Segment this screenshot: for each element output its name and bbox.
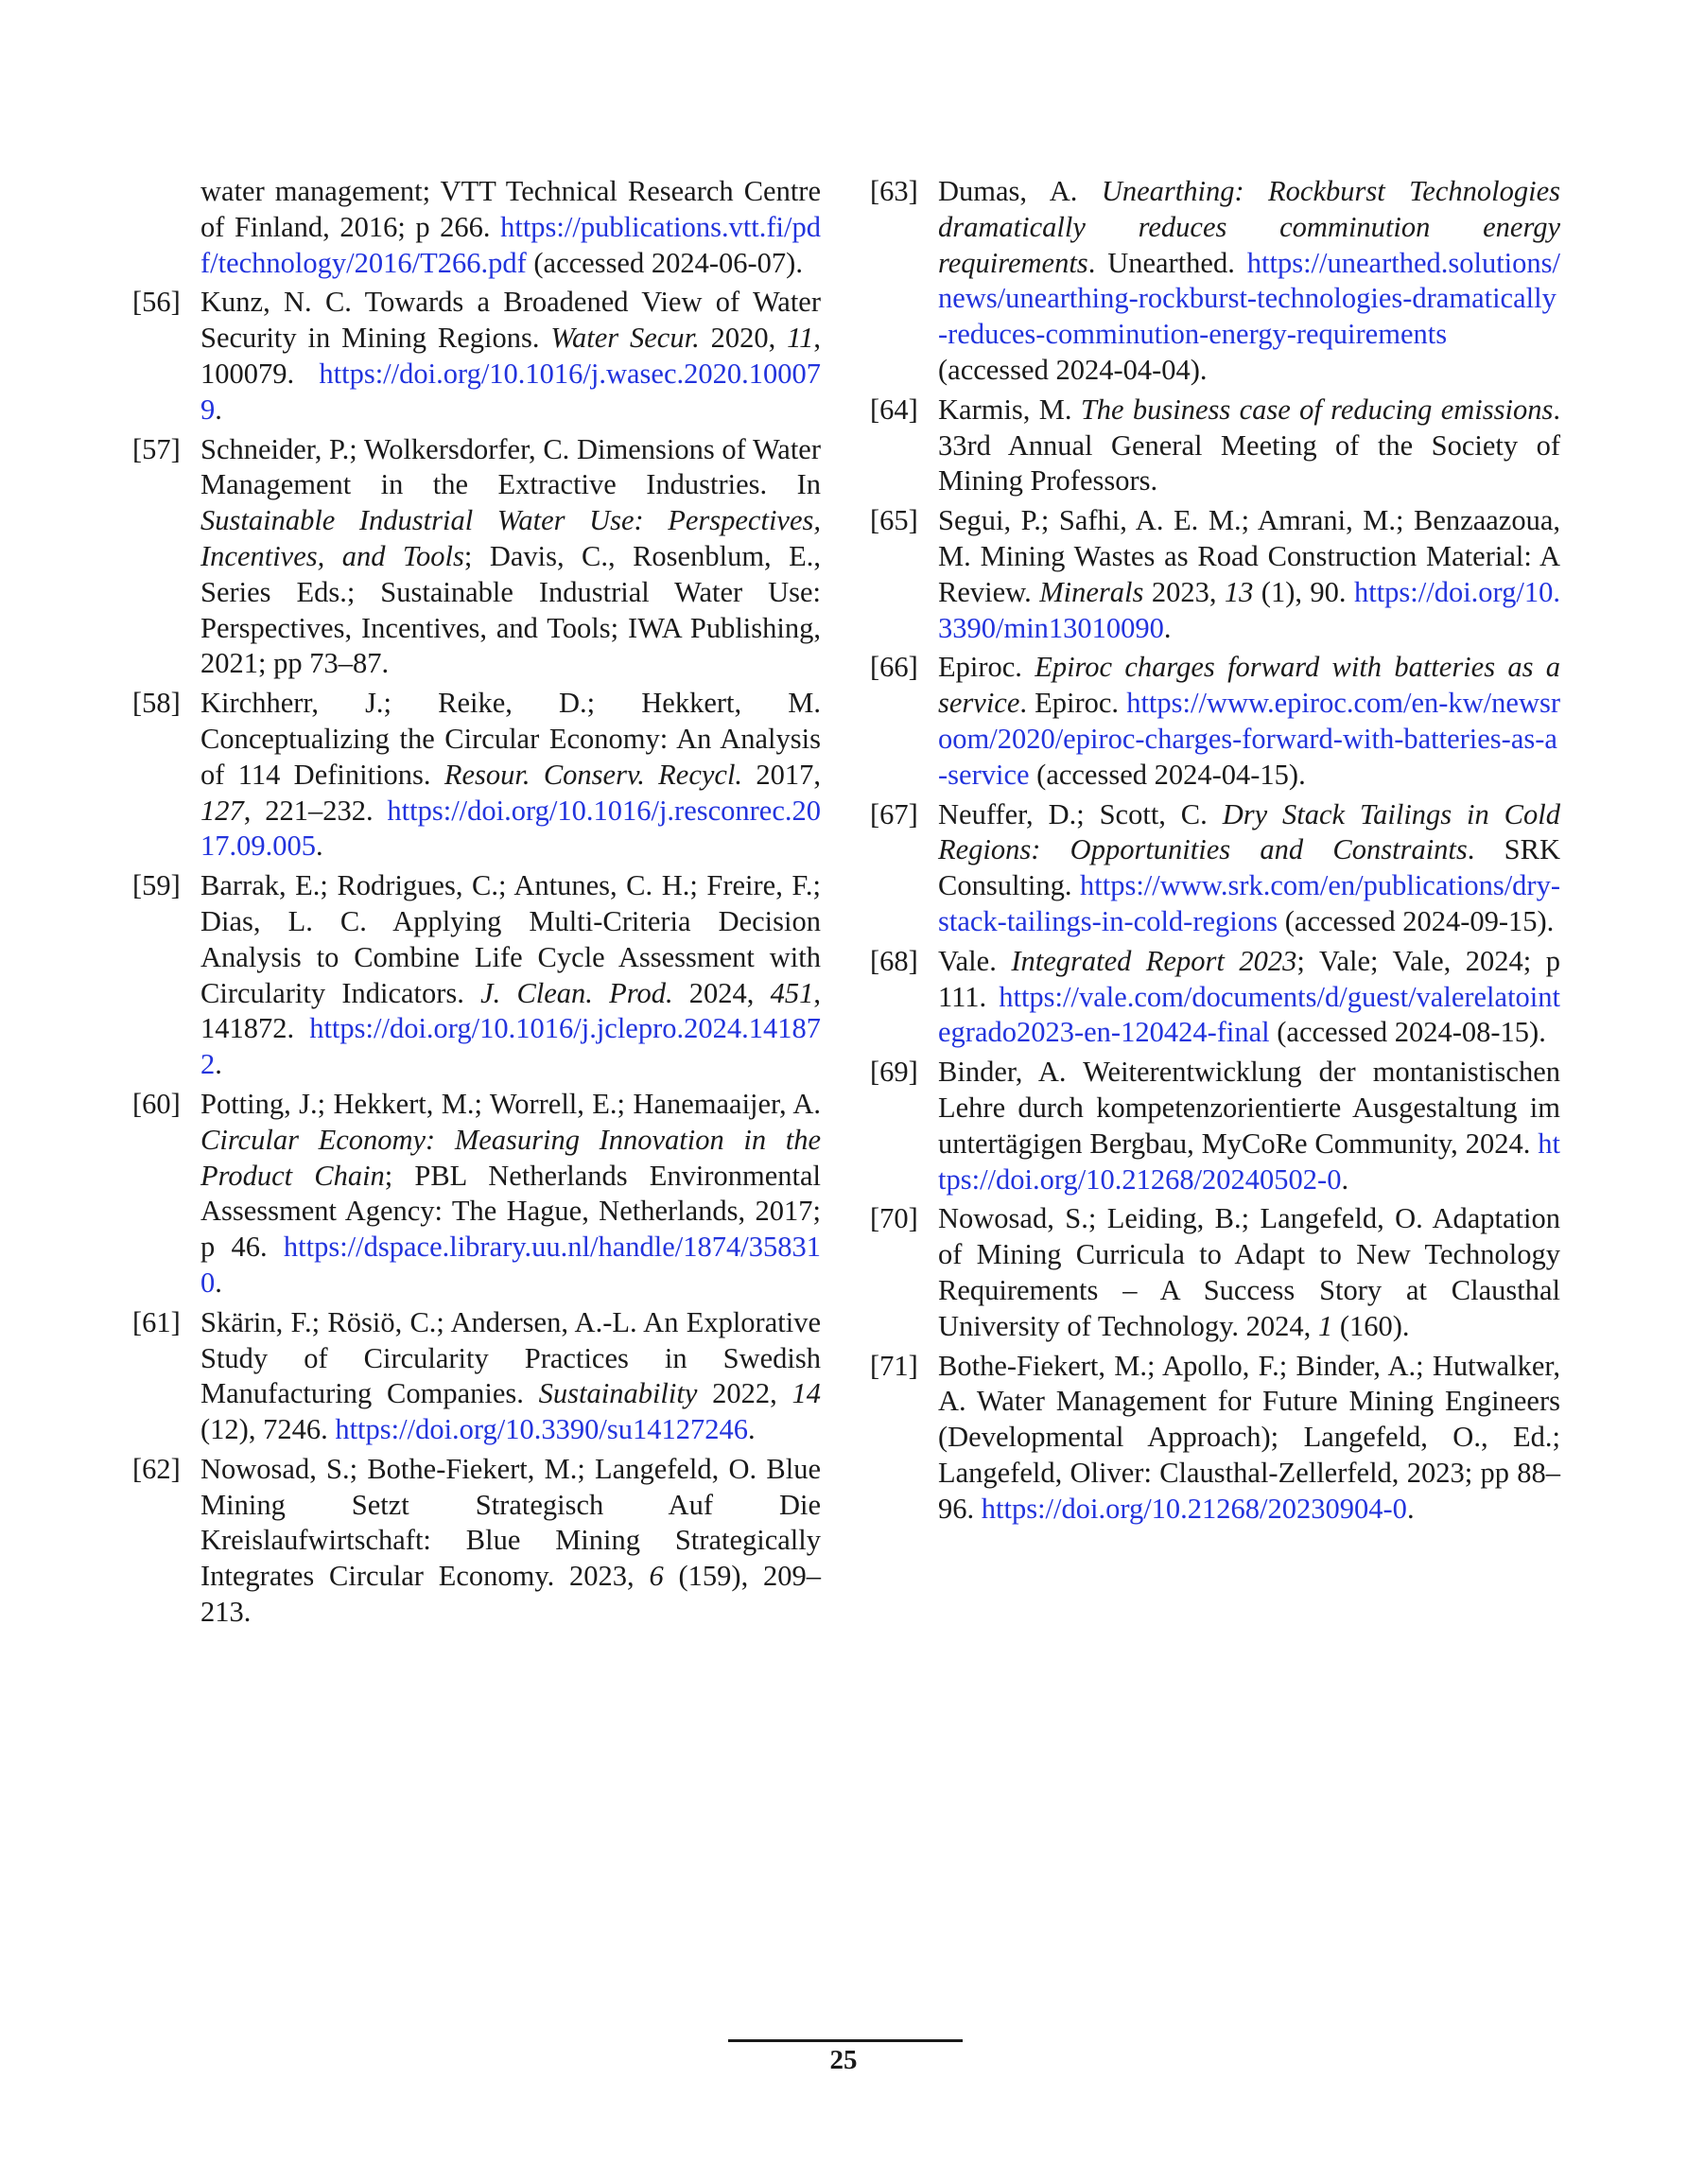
- reference-text: (accessed 2024-04-04).: [938, 353, 1208, 386]
- reference-italic-text: Minerals: [1039, 575, 1144, 608]
- reference-text: .: [215, 1048, 222, 1081]
- reference-text: ; Vale; Vale, 2024; p 111.: [938, 944, 1560, 1013]
- reference-text: . 33rd Annual General Meeting of the Society of Mining Professors.: [938, 393, 1560, 498]
- reference-text: , 100079.: [200, 322, 821, 390]
- reference-text: .: [316, 830, 323, 863]
- reference-italic-text: 1: [1317, 1309, 1333, 1342]
- reference-italic-text: J. Clean. Prod.: [480, 976, 673, 1009]
- reference-entry: [132, 432, 821, 683]
- reference-text: .: [215, 393, 222, 426]
- reference-link[interactable]: https://publications.vtt.fi/pdf/technology/2016/T266.pdf: [200, 210, 821, 279]
- reference-link[interactable]: https://www.srk.com/en/publications/dry-stack-tailings-in-cold-regions: [938, 869, 1560, 937]
- reference-number: [69]: [870, 1056, 918, 1089]
- reference-text: , 141872.: [200, 976, 821, 1045]
- reference-number: [62]: [132, 1452, 181, 1485]
- reference-link[interactable]: https://doi.org/10.1016/j.wasec.2020.100079: [200, 357, 821, 426]
- reference-number: [67]: [870, 797, 918, 830]
- reference-text: Binder, A. Weiterentwicklung der montanistischen Lehre durch kompetenzorientierte Ausgestaltung im untertägigen Bergbau, MyCoRe Community, 2024.: [938, 1056, 1560, 1160]
- reference-number: [60]: [132, 1087, 181, 1120]
- reference-text: .: [1163, 611, 1172, 644]
- footer-rule: [728, 2039, 963, 2042]
- reference-italic-text: 11: [787, 322, 814, 355]
- reference-text: (159), 209–213.: [200, 1560, 821, 1629]
- page-number: 25: [829, 2045, 858, 2075]
- reference-number: [70]: [870, 1202, 918, 1235]
- reference-number: [65]: [870, 504, 918, 537]
- reference-link[interactable]: https://doi.org/10.21268/20240502-0: [938, 1127, 1560, 1196]
- reference-text: 2017,: [742, 758, 822, 791]
- reference-number: [56]: [132, 286, 181, 319]
- reference-link[interactable]: https://doi.org/10.1016/j.jclepro.2024.141872: [200, 1012, 821, 1081]
- reference-text: (accessed 2024-09-15).: [1278, 904, 1555, 937]
- reference-text: Epiroc.: [938, 651, 1035, 684]
- reference-entry: [132, 285, 821, 428]
- reference-text: 2022,: [697, 1377, 792, 1410]
- reference-italic-text: 6: [649, 1560, 664, 1593]
- reference-number: [63]: [870, 175, 918, 207]
- reference-text: .: [1341, 1162, 1349, 1196]
- reference-text: 2020,: [699, 322, 788, 355]
- reference-number: [64]: [870, 393, 918, 426]
- reference-entry: [870, 1349, 1560, 1528]
- reference-text: Vale.: [938, 944, 1012, 977]
- reference-number: [68]: [870, 944, 918, 977]
- reference-entry: [870, 503, 1560, 646]
- reference-entry: [870, 944, 1560, 1051]
- reference-italic-text: Water Secur.: [550, 322, 700, 355]
- reference-italic-text: Sustainable Industrial Water Use: Perspectives, Incentives, and Tools: [200, 504, 821, 572]
- reference-text: water management; VTT Technical Research Centre of Finland, 2016; p 266.: [200, 175, 821, 243]
- reference-column-right: [870, 174, 1560, 1530]
- reference-italic-text: Circular Economy: Measuring Innovation in the Product Chain: [200, 1123, 821, 1192]
- reference-entry: [870, 1055, 1560, 1197]
- reference-text: (1), 90.: [1253, 575, 1354, 608]
- reference-text: Schneider, P.; Wolkersdorfer, C. Dimensions of Water Management in the Extractive Industries. In: [200, 432, 821, 501]
- reference-italic-text: Sustainability: [538, 1377, 698, 1410]
- reference-entry: [132, 868, 821, 1083]
- reference-italic-text: 13: [1224, 575, 1254, 608]
- reference-number: [58]: [132, 687, 181, 720]
- reference-italic-text: 14: [791, 1377, 822, 1410]
- reference-italic-text: Epiroc charges forward with batteries as a service: [938, 651, 1560, 720]
- reference-entry: [870, 1201, 1560, 1344]
- reference-entry: [132, 1087, 821, 1302]
- reference-text: 2024,: [672, 976, 771, 1009]
- reference-italic-text: Integrated Report 2023: [1011, 944, 1297, 977]
- reference-text: Dumas, A.: [938, 175, 1102, 207]
- reference-number: [71]: [870, 1349, 918, 1382]
- reference-text: .: [1406, 1492, 1415, 1525]
- reference-italic-text: Dry Stack Tailings in Cold Regions: Opportunities and Constraints: [938, 797, 1560, 866]
- reference-text: Nowosad, S.; Bothe-Fiekert, M.; Langefeld, O. Blue Mining Setzt Strategisch Auf Die Kreislaufwirtschaft: Blue Mining Strategically Integrates Circular Economy. 2023,: [200, 1452, 821, 1593]
- reference-link[interactable]: https://doi.org/10.21268/20230904-0: [981, 1492, 1407, 1525]
- reference-text: Neuffer, D.; Scott, C.: [938, 797, 1223, 830]
- reference-text: Skärin, F.; Rösiö, C.; Andersen, A.-L. An Explorative Study of Circularity Practices in Swedish Manufacturing Companies.: [200, 1305, 821, 1410]
- reference-text: Kirchherr, J.; Reike, D.; Hekkert, M. Conceptualizing the Circular Economy: An Analysis of 114 Definitions.: [200, 687, 821, 791]
- reference-text: ; PBL Netherlands Environmental Assessment Agency: The Hague, Netherlands, 2017; p 46.: [200, 1159, 821, 1264]
- reference-number: [59]: [132, 869, 181, 902]
- reference-text: Karmis, M.: [938, 393, 1081, 426]
- reference-text: (accessed 2024-06-07).: [526, 246, 803, 279]
- reference-text: Nowosad, S.; Leiding, B.; Langefeld, O. Adaptation of Mining Curricula to Adapt to New Technology Requirements – A Success Story at Clausthal University of Technology. 2024,: [938, 1202, 1560, 1342]
- reference-italic-text: 127: [200, 794, 244, 827]
- reference-text: . SRK Consulting.: [938, 833, 1560, 902]
- reference-number: [66]: [870, 651, 918, 684]
- reference-link[interactable]: https://doi.org/10.3390/su14127246: [335, 1413, 748, 1446]
- reference-entry: [870, 797, 1560, 940]
- reference-text: Kunz, N. C. Towards a Broadened View of Water Security in Mining Regions.: [200, 286, 821, 355]
- reference-entry: [870, 393, 1560, 499]
- reference-link[interactable]: https://vale.com/documents/d/guest/valerelatointegrado2023-en-120424-final: [938, 980, 1560, 1049]
- reference-text: ; Davis, C., Rosenblum, E., Series Eds.; Sustainable Industrial Water Use: Perspectives, Incentives, and Tools; IWA Publishing, 2021; pp 73–87.: [200, 539, 821, 680]
- reference-link[interactable]: https://doi.org/10.1016/j.resconrec.2017.09.005: [200, 794, 821, 863]
- reference-entry: [132, 174, 821, 281]
- reference-text: (12), 7246.: [200, 1413, 336, 1446]
- reference-italic-text: The business case of reducing emissions: [1080, 393, 1554, 426]
- reference-italic-text: Unearthing: Rockburst Technologies dramatically reduces comminution energy requirements: [938, 175, 1560, 279]
- reference-text: (accessed 2024-04-15).: [1029, 758, 1306, 791]
- reference-text: , 221–232.: [243, 794, 388, 827]
- reference-text: Barrak, E.; Rodrigues, C.; Antunes, C. H.; Freire, F.; Dias, L. C. Applying Multi-Criteria Decision Analysis to Combine Life Cycle Assessment with Circularity Indicators.: [200, 869, 821, 1009]
- reference-text: (160).: [1332, 1309, 1410, 1342]
- reference-italic-text: Resour. Conserv. Recycl.: [443, 758, 743, 791]
- reference-number: [61]: [132, 1305, 181, 1338]
- reference-text: . Unearthed.: [1087, 246, 1247, 279]
- reference-entry: [132, 686, 821, 865]
- reference-link[interactable]: https://doi.org/10.3390/min13010090: [938, 575, 1561, 644]
- reference-entry: [132, 1452, 821, 1631]
- reference-text: .: [215, 1266, 222, 1299]
- reference-text: Potting, J.; Hekkert, M.; Worrell, E.; Hanemaaijer, A.: [200, 1087, 821, 1120]
- reference-entry: [132, 1305, 821, 1448]
- reference-text: .: [747, 1413, 756, 1446]
- reference-entry: [870, 174, 1560, 389]
- reference-entry: [870, 650, 1560, 793]
- reference-number: [57]: [132, 432, 181, 465]
- reference-text: Segui, P.; Safhi, A. E. M.; Amrani, M.; Benzaazoua, M. Mining Wastes as Road Construction Material: A Review.: [938, 504, 1560, 608]
- reference-text: . Epiroc.: [1019, 687, 1127, 720]
- reference-text: (accessed 2024-08-15).: [1269, 1016, 1546, 1049]
- reference-link[interactable]: https://dspace.library.uu.nl/handle/1874/358310: [200, 1231, 821, 1299]
- reference-column-left: [132, 174, 821, 1634]
- reference-link[interactable]: https://unearthed.solutions/news/unearthing-rockburst-technologies-dramatically-reduces-comminution-energy-requirements: [938, 246, 1560, 351]
- reference-text: 2023,: [1143, 575, 1225, 608]
- reference-italic-text: 451: [770, 976, 814, 1009]
- reference-link[interactable]: https://www.epiroc.com/en-kw/newsroom/2020/epiroc-charges-forward-with-batteries-as-a-service: [938, 687, 1560, 791]
- reference-text: Bothe-Fiekert, M.; Apollo, F.; Binder, A.; Hutwalker, A. Water Management for Future Mining Engineers (Developmental Approach); Langefeld, O., Ed.; Langefeld, Oliver: Clausthal-Zellerfeld, 2023; pp 88–96.: [938, 1349, 1560, 1525]
